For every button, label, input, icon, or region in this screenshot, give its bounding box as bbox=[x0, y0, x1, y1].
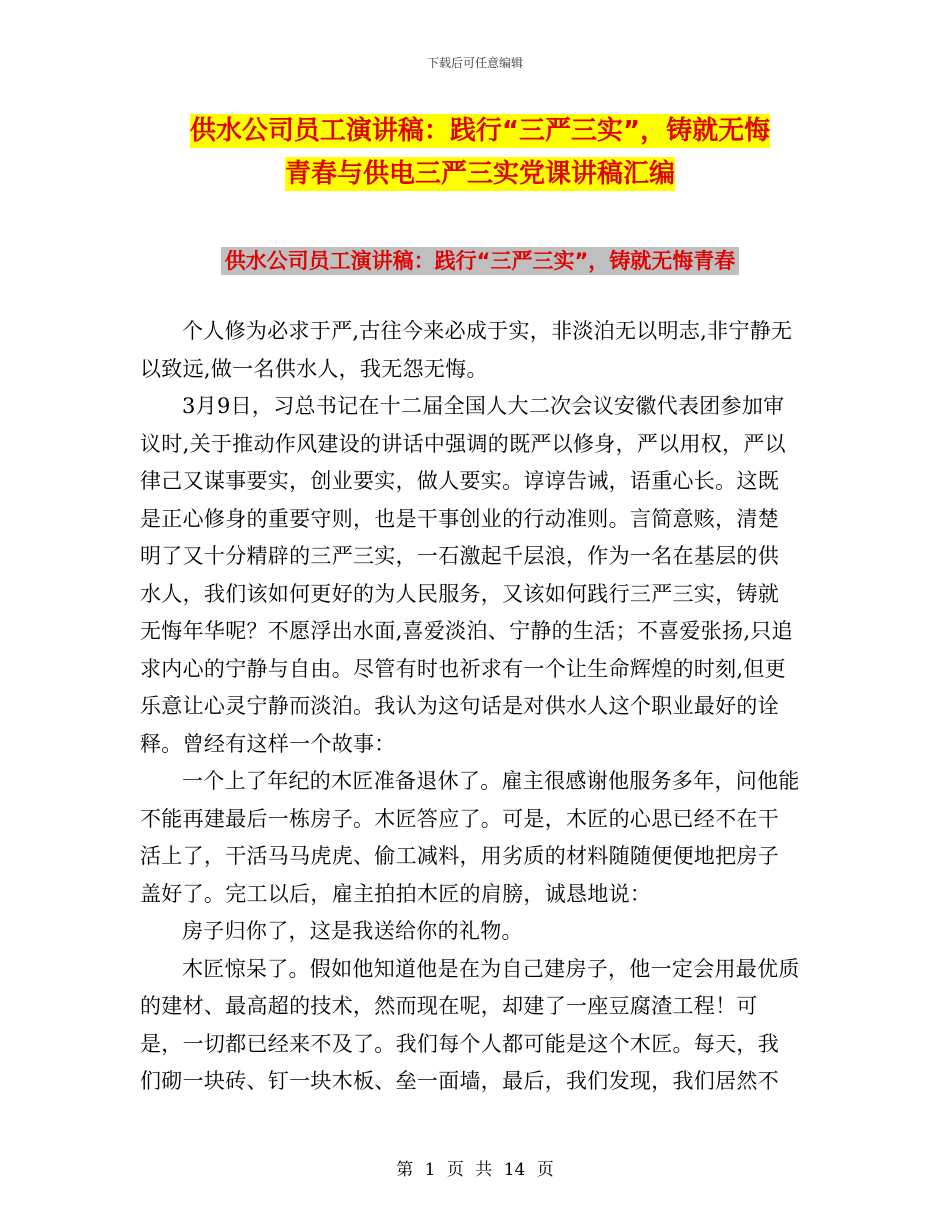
document-title-line-2 bbox=[140, 153, 820, 195]
title-line-2-text: 青春与供电三严三实党课讲稿汇编 bbox=[284, 159, 675, 189]
section-heading-text: 供水公司员工演讲稿：践行“三严三实”，铸就无悔青春 bbox=[221, 247, 740, 275]
title-line-1-text: 供水公司员工演讲稿：践行“三严三实”，铸就无悔 bbox=[189, 116, 771, 146]
paragraph: 个人修为必求于严,古往今来必成于实，非淡泊无以明志,非宁静无以致远,做一名供水人，我无怨无悔。 bbox=[140, 319, 793, 381]
section-heading bbox=[140, 244, 820, 278]
paragraph: 房子归你了，这是我送给你的礼物。 bbox=[182, 919, 523, 943]
paragraph: 木匠惊呆了。假如他知道他是在为自己建房子，他一定会用最优质的建材、最高超的技术，然而现在呢，却建了一座豆腐渣工程！可是，一切都已经来不及了。我们每个人都可能是这个木匠。每天，我们砌一块砖、钉一块木板、垒一面墙，最后，我们发现，我们居然不 bbox=[140, 956, 800, 1093]
body-text bbox=[140, 313, 800, 1101]
paragraph: 一个上了年纪的木匠准备退休了。雇主很感谢他服务多年，问他能不能再建最后一栋房子。木匠答应了。可是，木匠的心思已经不在干活上了，干活马马虎虎、偷工减料，用劣质的材料随随便便地把房子盖好了。完工以后，雇主拍拍木匠的肩膀，诚恳地说： bbox=[140, 769, 800, 906]
document-title-line-1 bbox=[140, 110, 820, 152]
paragraph: 3月9日，习总书记在十二届全国人大二次会议安徽代表团参加审议时,关于推动作风建设的讲话中强调的既严以修身，严以用权，严以律己又谋事要实，创业要实，做人要实。谆谆告诫，语重心长。这既是正心修身的重要守则，也是干事创业的行动准则。言简意赅，清楚明了又十分精辟的三严三实，一石激起千层浪，作为一名在基层的供水人，我们该如何更好的为人民服务，又该如何践行三严三实，铸就无悔年华呢？不愿浮出水面,喜爱淡泊、宁静的生活；不喜爱张扬,只追求内心的宁静与自由。尽管有时也祈求有一个让生命辉煌的时刻,但更乐意让心灵宁静而淡泊。我认为这句话是对供水人这个职业最好的诠释。曾经有这样一个故事： bbox=[140, 394, 793, 756]
header-note: 下载后可任意编辑 bbox=[426, 56, 523, 70]
page-footer: 第 1 页 共 14 页 bbox=[396, 1160, 554, 1180]
